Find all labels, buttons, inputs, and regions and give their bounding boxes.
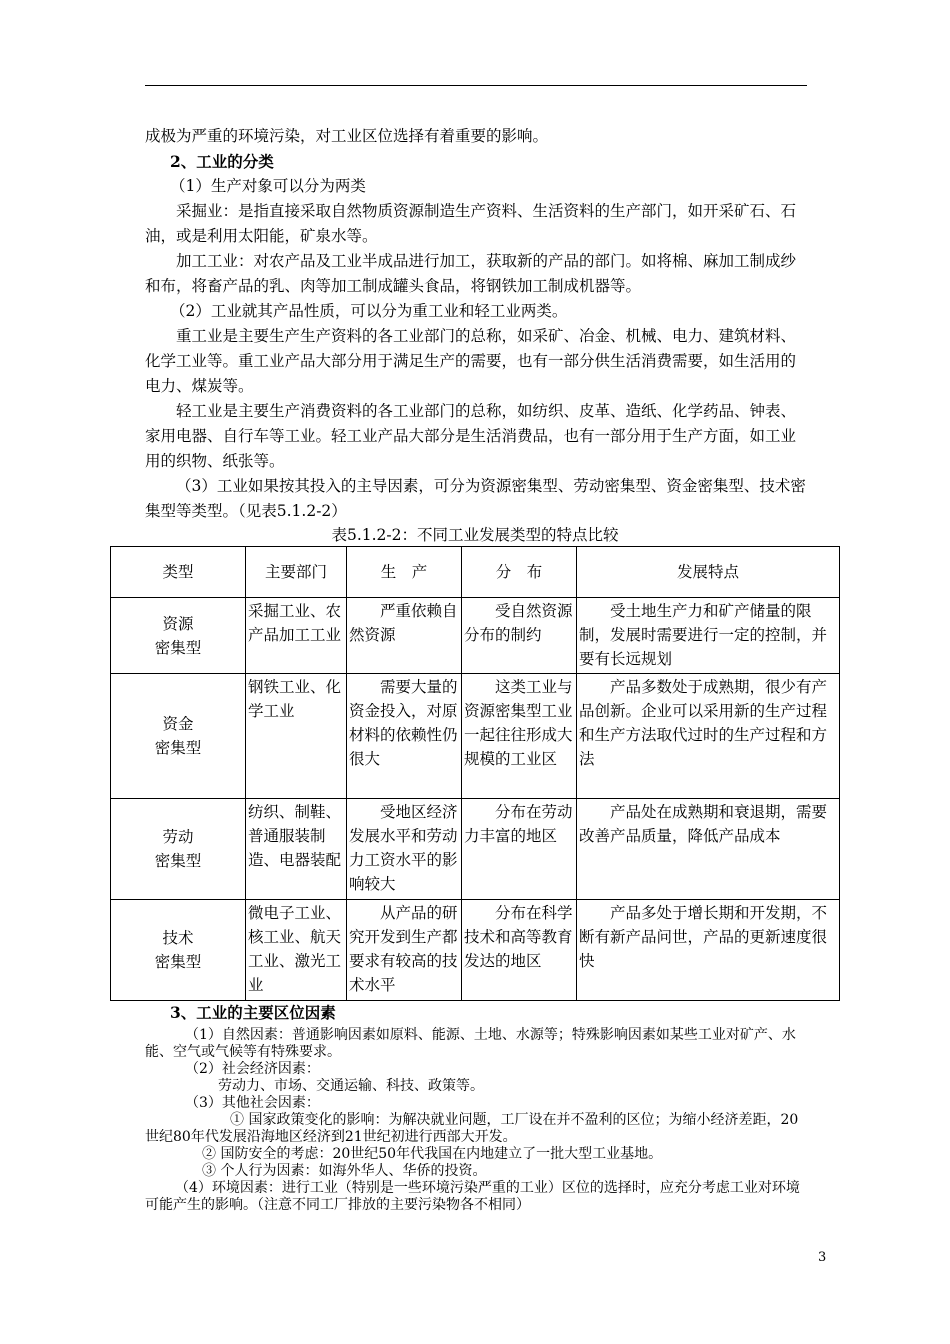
cell-distribution: 分布在劳动力丰富的地区 xyxy=(462,799,577,900)
heading-location-factors: 3、工业的主要区位因素 xyxy=(170,1003,336,1022)
table-header-row xyxy=(111,547,840,598)
cell-dept: 微电子工业、 核工业、航天工业、激光工业 xyxy=(246,900,347,1001)
cell-features: 产品多数处于成熟期，很少有产品创新。企业可以采用新的生产过程和生产方法取代过时的生产过程和方法 xyxy=(577,674,840,799)
para-light-industry: 轻工业是主要生产消费资料的各工业部门的总称，如纺织、皮革、造纸、化学药品、钟表、家用电器、自行车等工业。轻工业产品大部分是生活消费品，也有一部分用于生产方面，如工业用的织物、纸张等。 xyxy=(145,402,797,470)
cell-distribution: 受自然资源分布的制约 xyxy=(462,598,577,674)
table-row xyxy=(111,598,840,674)
cell-production: 受地区经济发展水平和劳动力工资水平的影响较大 xyxy=(347,799,462,900)
para-classification-2: （2）工业就其产品性质，可以分为重工业和轻工业两类。 xyxy=(170,302,568,320)
header-features: 发展特点 xyxy=(577,547,840,598)
cell-production: 从产品的研究开发到生产都要求有较高的技术水平 xyxy=(347,900,462,1001)
header-rule xyxy=(145,85,807,86)
cell-dept: 钢铁工业、化学工业 xyxy=(246,674,347,799)
cell-dept: 纺织、制鞋、普通服装制造、电器装配 xyxy=(246,799,347,900)
para-personal-factor: ③ 个人行为因素：如海外华人、华侨的投资。 xyxy=(202,1163,487,1179)
para-socioeconomic-factors: （2）社会经济因素： xyxy=(185,1061,320,1077)
para-continuation: 成极为严重的环境污染，对工业区位选择有着重要的影响。 xyxy=(145,127,549,145)
cell-type: 资源 密集型 xyxy=(111,598,246,674)
cell-production: 严重依赖自然资源 xyxy=(347,598,462,674)
cell-production: 需要大量的资金投入，对原材料的依赖性仍很大 xyxy=(347,674,462,799)
para-policy-factor: ① 国家政策变化的影响：为解决就业问题，工厂设在并不盈利的区位；为缩小经济差距，20世纪80年代发展沿海地区经济到21世纪初进行西部大开发。 xyxy=(145,1112,799,1145)
table-row xyxy=(111,799,840,900)
header-dept: 主要部门 xyxy=(246,547,347,598)
para-classification-1: （1）生产对象可以分为两类 xyxy=(170,177,366,195)
para-socioeconomic-list: 劳动力、市场、交通运输、科技、政策等。 xyxy=(218,1078,484,1094)
cell-features: 受土地生产力和矿产储量的限制，发展时需要进行一定的控制，并要有长远规划 xyxy=(577,598,840,674)
cell-features: 产品多处于增长期和开发期，不断有新产品问世，产品的更新速度很快 xyxy=(577,900,840,1001)
para-other-social-factors: （3）其他社会因素： xyxy=(185,1095,320,1111)
cell-distribution: 分布在科学技术和高等教育发达的地区 xyxy=(462,900,577,1001)
para-natural-factors: （1）自然因素：普通影响因素如原料、能源、土地、水源等；特殊影响因素如某些工业对矿产、水能、空气或气候等有特殊要求。 xyxy=(145,1027,796,1060)
para-mining: 采掘业：是指直接采取自然物质资源制造生产资料、生活资料的生产部门，如开采矿石、石油，或是利用太阳能，矿泉水等。 xyxy=(145,202,797,245)
heading-industry-classification: 2、工业的分类 xyxy=(170,152,274,171)
para-classification-3: （3）工业如果按其投入的主导因素，可分为资源密集型、劳动密集型、资金密集型、技术密集型等类型。（见表5.1.2-2） xyxy=(145,477,806,520)
page-number: 3 xyxy=(818,1250,827,1265)
para-environment-factor: （4）环境因素：进行工业（特别是一些环境污染严重的工业）区位的选择时，应充分考虑工业对环境可能产生的影响。（注意不同工厂排放的主要污染物各不相同） xyxy=(145,1180,800,1213)
cell-type: 资金 密集型 xyxy=(111,674,246,799)
cell-type: 技术 密集型 xyxy=(111,900,246,1001)
cell-features: 产品处在成熟期和衰退期，需要改善产品质量，降低产品成本 xyxy=(577,799,840,900)
header-type: 类型 xyxy=(111,547,246,598)
cell-type: 劳动 密集型 xyxy=(111,799,246,900)
para-processing: 加工工业：对农产品及工业半成品进行加工，获取新的产品的部门。如将棉、麻加工制成纱和布，将畜产品的乳、肉等加工制成罐头食品，将钢铁加工制成机器等。 xyxy=(145,252,797,295)
cell-dept: 采掘工业、农产品加工工业 xyxy=(246,598,347,674)
header-distribution: 分 布 xyxy=(462,547,577,598)
table-row xyxy=(111,900,840,1001)
table-row xyxy=(111,674,840,799)
cell-distribution: 这类工业与资源密集型工业一起往往形成大规模的工业区 xyxy=(462,674,577,799)
table-caption: 表5.1.2-2：不同工业发展类型的特点比较 xyxy=(331,526,619,544)
header-production: 生 产 xyxy=(347,547,462,598)
para-defense-factor: ② 国防安全的考虑：20世纪50年代我国在内地建立了一批大型工业基地。 xyxy=(202,1146,663,1162)
comparison-table xyxy=(110,546,840,1001)
para-heavy-industry: 重工业是主要生产生产资料的各工业部门的总称，如采矿、冶金、机械、电力、建筑材料、化学工业等。重工业产品大部分用于满足生产的需要，也有一部分供生活消费需要，如生活用的电力、煤炭等。 xyxy=(145,327,797,395)
